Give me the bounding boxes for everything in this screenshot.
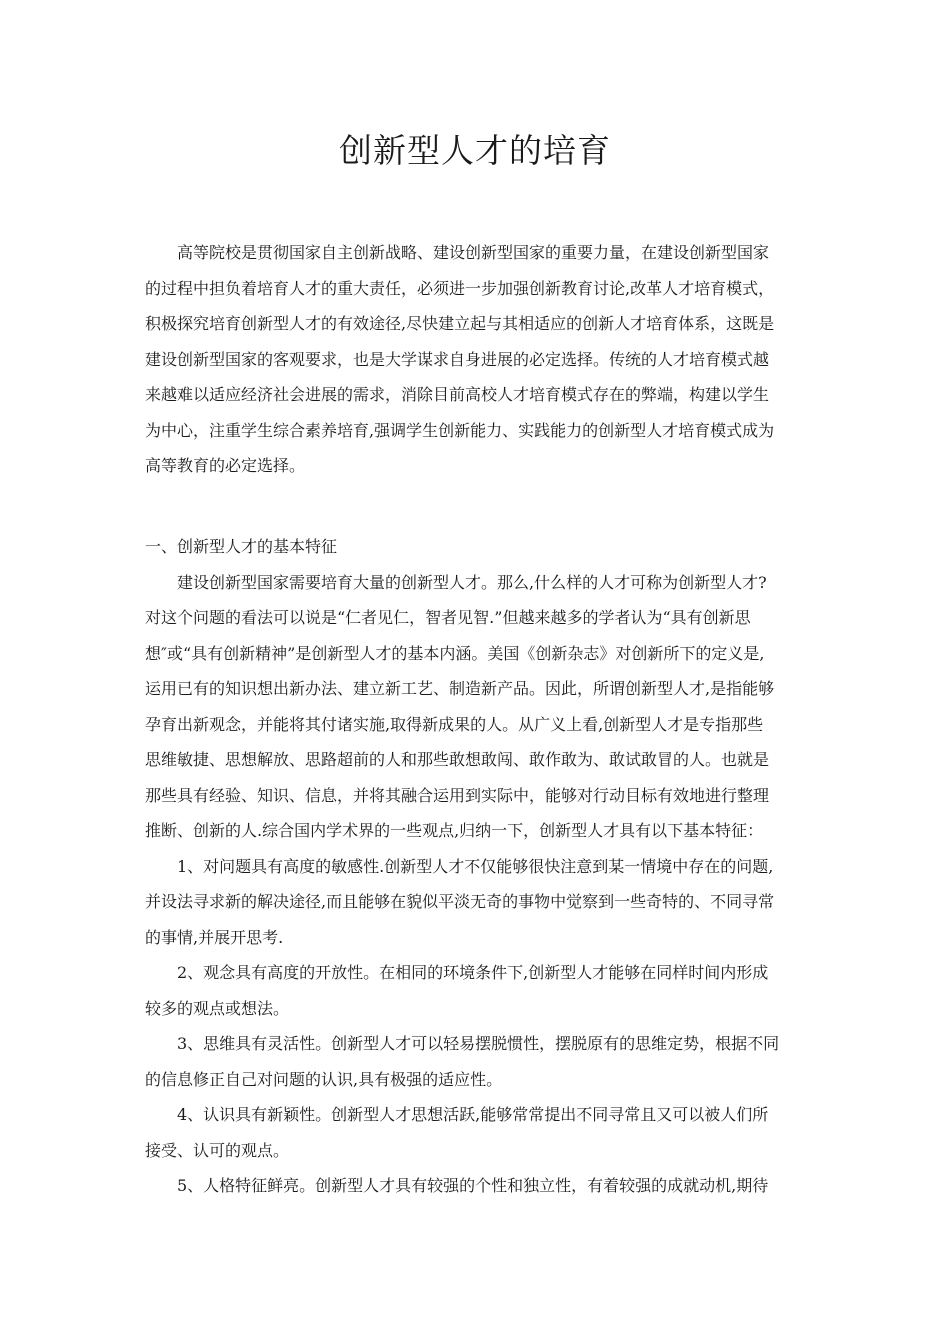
section-paragraph — [145, 565, 815, 849]
text-line: 高等教育的必定选择。 — [145, 456, 306, 475]
intro-paragraph — [145, 235, 815, 484]
text-line: 的信息修正自己对问题的认识,具有极强的适应性。 — [145, 1069, 503, 1089]
text-line: 4、认识具有新颖性。创新型人才思想活跃,能够常常提出不同寻常且又可以被人们所 — [177, 1105, 769, 1124]
intro-text — [145, 235, 815, 484]
text-line: 来越难以适应经济社会进展的需求，消除目前高校人才培育模式存在的弊端，构建以学生 — [145, 385, 770, 404]
text-line: 接受、认可的观点。 — [145, 1140, 290, 1160]
text-line: 2、观念具有高度的开放性。在相同的环境条件下,创新型人才能够在同样时间内形成 — [177, 963, 769, 982]
list-item-3 — [145, 1026, 815, 1097]
text-line: 思维敏捷、思想解放、思路超前的人和那些敢想敢闯、敢作敢为、敢试敢冒的人。也就是 — [145, 750, 770, 769]
text-line: 并设法寻求新的解决途径,而且能够在貌似平淡无奇的事物中觉察到一些奇特的、不同寻常 — [145, 892, 775, 911]
text-line: 为中心，注重学生综合素养培育,强调学生创新能力、实践能力的创新型人才培育模式成为 — [145, 420, 775, 440]
list-item-1 — [145, 849, 815, 956]
text-line: 的事情,并展开思考. — [145, 927, 284, 947]
text-line: 的过程中担负着培育人才的重大责任，必须进一步加强创新教育讨论,改革人才培育模式， — [145, 278, 775, 298]
text-line: 高等院校是贯彻国家自主创新战略、建设创新型国家的重要力量，在建设创新型国家 — [177, 243, 770, 262]
text-line: 推断、创新的人.综合国内学术界的一些观点,归纳一下，创新型人才具有以下基本特征： — [145, 821, 764, 840]
text-line: 积极探究培育创新型人才的有效途径,尽快建立起与其相适应的创新人才培育体系，这既是 — [145, 314, 775, 333]
section-heading: 一、创新型人才的基本特征 — [145, 537, 338, 556]
text-line: 建设创新型国家的客观要求，也是大学谋求自身进展的必定选择。传统的人才培育模式越 — [145, 349, 770, 369]
text-line: 运用已有的知识想出新办法、建立新工艺、制造新产品。因此，所谓创新型人才,是指能够 — [145, 679, 775, 698]
text-line: 那些具有经验、知识、信息，并将其融合运用到实际中，能够对行动目标有效地进行整理 — [145, 785, 770, 805]
text-line: 3、思维具有灵活性。创新型人才可以轻易摆脱惯性，摆脱原有的思维定势，根据不同 — [177, 1034, 780, 1053]
text-line: 孕育出新观念，并能将其付诸实施,取得新成果的人。从广义上看,创新型人才是专指那些 — [145, 714, 764, 734]
text-line: 1、对问题具有高度的敏感性.创新型人才不仅能够很快注意到某一情境中存在的问题, — [177, 856, 774, 876]
list-item-5 — [145, 1168, 815, 1204]
list-item-4 — [145, 1097, 815, 1168]
document-title: 创新型人才的培育 — [339, 131, 611, 170]
text-line: 建设创新型国家需要培育大量的创新型人才。那么,什么样的人才可称为创新型人才? — [177, 572, 767, 592]
text-line: 对这个问题的看法可以说是“仁者见仁，智者见智.”但越来越多的学者认为“具有创新思 — [145, 608, 751, 627]
list-item-2 — [145, 955, 815, 1026]
text-line: 较多的观点或想法。 — [145, 998, 290, 1018]
section-basic-characteristics — [145, 529, 815, 1204]
text-line: 5、人格特征鲜亮。创新型人才具有较强的个性和独立性，有着较强的成就动机,期待 — [177, 1176, 769, 1195]
text-line: 想″或“具有创新精神”是创新型人才的基本内涵。美国《创新杂志》对创新所下的定义是, — [145, 643, 765, 663]
